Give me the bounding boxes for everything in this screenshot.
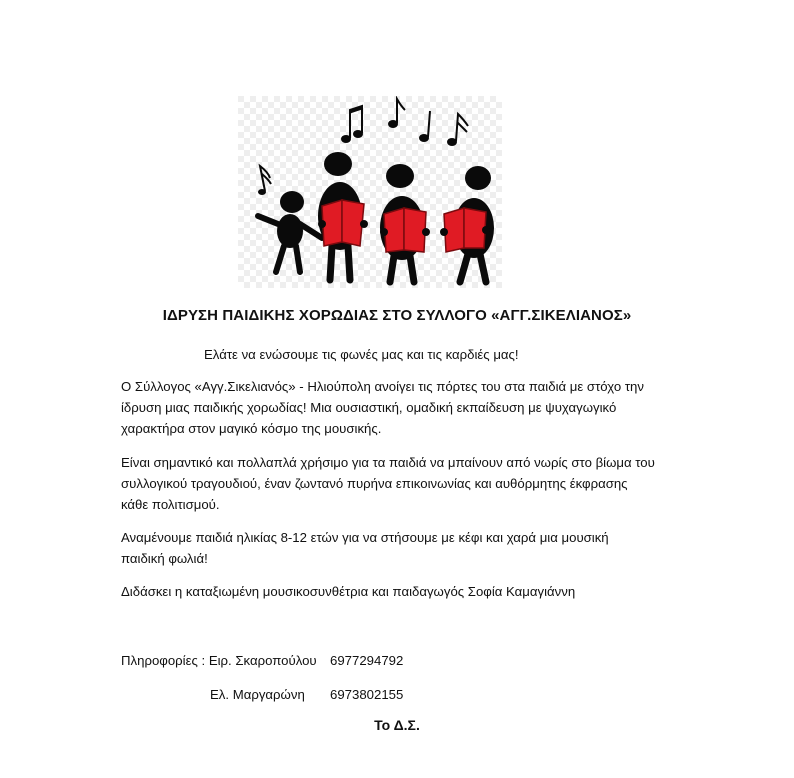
paragraph-line: κάθε πολιτισμού. [121,497,220,512]
paragraph-line: Ο Σύλλογος «Αγγ.Σικελιανός» - Ηλιούπολη ανοίγει τις πόρτες του στα παιδιά με στόχο την [121,379,644,394]
paragraph-line: χαρακτήρα στον μαγικό κόσμο της μουσικής. [121,421,382,436]
document-title: ΙΔΡΥΣΗ ΠΑΙΔΙΚΗΣ ΧΟΡΩΔΙΑΣ ΣΤΟ ΣΥΛΛΟΓΟ «ΑΓΓ.ΣΙΚΕΛΙΑΝΟΣ» [162,307,632,324]
contact-name-2: Ελ. Μαργαρώνη [210,687,305,702]
paragraph-teacher [121,581,691,602]
contact-phone-1: 6977294792 [330,653,404,668]
paragraph-intro [121,376,691,439]
paragraph-line: Είναι σημαντικό και πολλαπλά χρήσιμο για τα παιδιά να μπαίνουν από νωρίς στο βίωμα του [121,455,655,470]
paragraph-line: παιδική φωλιά! [121,551,208,566]
contact-phone-2: 6973802155 [330,687,404,702]
greeting-line: Ελάτε να ενώσουμε τις φωνές μας και τις καρδιές μας! [204,347,519,362]
paragraph-line: Αναμένουμε παιδιά ηλικίας 8-12 ετών για να στήσουμε με κέφι και χαρά μια μουσική [121,530,609,545]
contact-label: Πληροφορίες : Ειρ. Σκαροπούλου [121,653,317,668]
singing-choir-icon [238,96,502,288]
paragraph-line: ίδρυση μιας παιδικής χορωδίας! Μια ουσιαστική, ομαδική εκπαίδευση με ψυχαγωγικό [121,400,617,415]
paragraph-ages [121,527,691,569]
paragraph-importance [121,452,691,515]
paragraph-line: συλλογικού τραγουδιού, έναν ζωντανό πυρήνα επικοινωνίας και αυθόρμητης έκφρασης [121,476,628,491]
signature: Το Δ.Σ. [374,717,420,733]
paragraph-line: Διδάσκει η καταξιωμένη μουσικοσυνθέτρια και παιδαγωγός Σοφία Καμαγιάννη [121,584,576,599]
